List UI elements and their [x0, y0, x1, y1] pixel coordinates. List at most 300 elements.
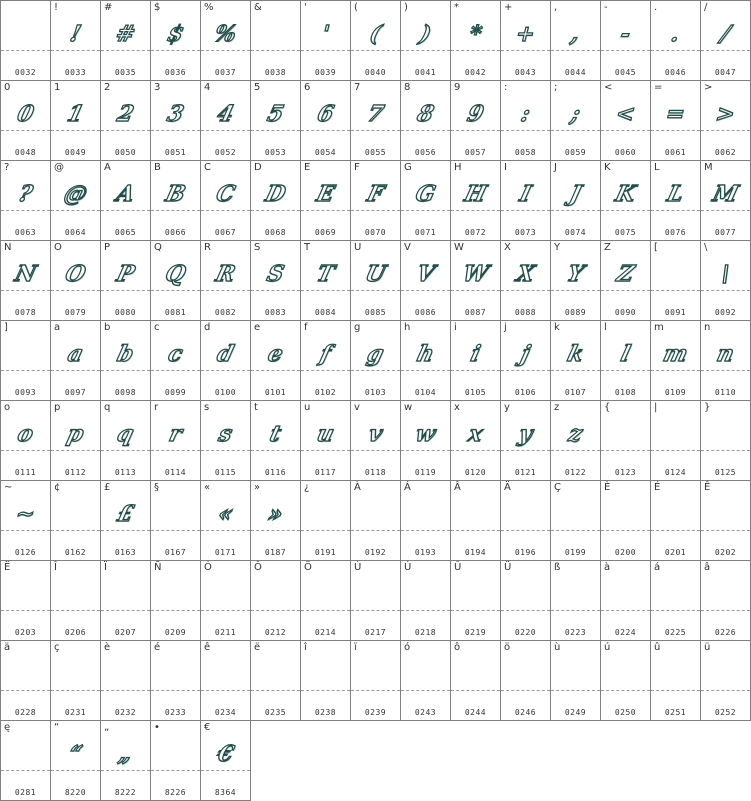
glyph-cell-code: 0072	[464, 228, 487, 237]
glyph-sample	[551, 577, 601, 611]
glyph-sample: l	[618, 341, 633, 367]
glyph-sample: U	[362, 261, 389, 287]
glyph-cell[interactable]	[351, 641, 401, 721]
glyph-cell-code: 0042	[464, 68, 487, 77]
glyph-cell[interactable]	[601, 641, 651, 721]
glyph-cell[interactable]	[101, 641, 151, 721]
glyph-cell-code: 0040	[364, 68, 387, 77]
glyph-sample: 3	[164, 101, 187, 127]
glyph-cell-character-label: á	[654, 562, 661, 573]
glyph-cell-character-label: ä	[4, 642, 11, 653]
glyph-cell-code: 0115	[214, 468, 237, 477]
glyph-sample: 5	[264, 101, 287, 127]
glyph-cell[interactable]	[451, 481, 501, 561]
glyph-cell-character-label: ë	[254, 642, 261, 653]
glyph-cell-code: 0089	[564, 308, 587, 317]
glyph-cell[interactable]	[351, 401, 401, 481]
glyph-cell[interactable]	[501, 401, 551, 481]
glyph-cell[interactable]	[501, 561, 551, 641]
glyph-cell-code: 0062	[714, 148, 737, 157]
glyph-cell-code: 0044	[564, 68, 587, 77]
glyph-cell[interactable]	[601, 81, 651, 161]
glyph-cell-code: 0223	[564, 628, 587, 637]
glyph-cell-character-label: s	[204, 402, 210, 413]
glyph-sample: (	[367, 21, 384, 47]
glyph-cell[interactable]	[201, 641, 251, 721]
glyph-cell-code: 0036	[164, 68, 187, 77]
glyph-sample: j	[518, 341, 533, 367]
glyph-sample: K	[612, 181, 639, 207]
glyph-cell-character-label: W	[454, 242, 464, 253]
glyph-cell[interactable]	[151, 0, 201, 81]
glyph-cell[interactable]	[151, 561, 201, 641]
glyph-cell[interactable]	[51, 721, 101, 801]
glyph-cell[interactable]	[401, 81, 451, 161]
glyph-cell-code: 0093	[14, 388, 37, 397]
glyph-cell[interactable]	[451, 561, 501, 641]
glyph-cell[interactable]	[151, 721, 201, 801]
glyph-cell-character-label: Q	[154, 242, 162, 253]
glyph-cell-character-label: F	[354, 162, 360, 173]
glyph-sample	[0, 577, 51, 611]
glyph-sample: :	[518, 101, 533, 127]
glyph-cell[interactable]	[451, 321, 501, 401]
glyph-cell[interactable]	[551, 161, 601, 241]
glyph-sample	[351, 497, 401, 531]
glyph-sample: <	[613, 101, 638, 127]
glyph-cell[interactable]	[151, 81, 201, 161]
glyph-cell[interactable]	[551, 401, 601, 481]
glyph-cell-character-label: q	[104, 402, 111, 413]
glyph-cell[interactable]	[151, 481, 201, 561]
glyph-sample: -	[617, 21, 634, 47]
glyph-cell-code: 0057	[464, 148, 487, 157]
glyph-cell-character-label: D	[254, 162, 262, 173]
glyph-cell[interactable]	[601, 321, 651, 401]
glyph-cell[interactable]	[201, 401, 251, 481]
glyph-sample: /	[718, 21, 733, 47]
glyph-cell[interactable]	[51, 321, 101, 401]
glyph-sample: ?	[15, 181, 36, 207]
glyph-cell[interactable]	[301, 0, 351, 81]
glyph-cell[interactable]	[0, 401, 51, 481]
glyph-cell[interactable]	[201, 81, 251, 161]
glyph-cell-character-label: £	[104, 482, 111, 493]
glyph-cell[interactable]	[451, 161, 501, 241]
glyph-sample: g	[364, 341, 387, 367]
glyph-sample: 4	[214, 101, 237, 127]
glyph-cell-code: 0113	[114, 468, 137, 477]
glyph-cell[interactable]	[651, 241, 701, 321]
glyph-cell-code: 0202	[714, 548, 737, 557]
glyph-cell[interactable]	[351, 81, 401, 161]
glyph-cell[interactable]	[501, 321, 551, 401]
glyph-cell[interactable]	[551, 561, 601, 641]
glyph-sample: 6	[314, 101, 337, 127]
glyph-cell[interactable]	[251, 321, 301, 401]
glyph-cell[interactable]	[0, 561, 51, 641]
glyph-cell[interactable]	[251, 481, 301, 561]
glyph-cell[interactable]	[201, 721, 251, 801]
glyph-cell[interactable]	[401, 161, 451, 241]
glyph-cell-character-label: i	[454, 322, 457, 333]
glyph-cell-character-label: b	[104, 322, 111, 333]
glyph-cell-character-label: Ú	[404, 562, 412, 573]
glyph-cell-code: 0085	[364, 308, 387, 317]
glyph-cell-character-label: ?	[4, 162, 10, 173]
glyph-cell[interactable]	[601, 481, 651, 561]
glyph-cell-code: 0121	[514, 468, 537, 477]
glyph-cell[interactable]	[501, 481, 551, 561]
glyph-cell[interactable]	[351, 241, 401, 321]
glyph-cell[interactable]	[301, 321, 351, 401]
glyph-sample: Z	[614, 261, 637, 287]
glyph-cell-code: 0114	[164, 468, 187, 477]
glyph-cell-character-label: h	[404, 322, 411, 333]
glyph-cell[interactable]	[301, 401, 351, 481]
glyph-cell[interactable]	[0, 721, 51, 801]
glyph-cell-code: 0045	[614, 68, 637, 77]
glyph-cell-code: 0052	[214, 148, 237, 157]
glyph-cell[interactable]	[501, 241, 551, 321]
glyph-cell-character-label: »	[254, 482, 261, 493]
glyph-cell-code: 0088	[514, 308, 537, 317]
glyph-cell-character-label: $	[154, 2, 161, 13]
glyph-cell-code: 0076	[664, 228, 687, 237]
glyph-cell[interactable]	[401, 0, 451, 81]
glyph-cell[interactable]	[701, 81, 751, 161]
glyph-cell[interactable]	[651, 561, 701, 641]
glyph-cell[interactable]	[651, 481, 701, 561]
glyph-cell[interactable]	[451, 81, 501, 161]
glyph-cell[interactable]	[151, 321, 201, 401]
glyph-cell[interactable]	[551, 241, 601, 321]
glyph-cell[interactable]	[601, 241, 651, 321]
glyph-cell-character-label: À	[354, 482, 361, 493]
glyph-cell-character-label: 4	[204, 82, 211, 93]
glyph-cell[interactable]	[651, 401, 701, 481]
glyph-sample: c	[165, 341, 186, 367]
glyph-cell-character-label: ï	[354, 642, 357, 653]
glyph-cell-code: 0046	[664, 68, 687, 77]
glyph-cell-code: 0050	[114, 148, 137, 157]
glyph-cell-code: 0120	[464, 468, 487, 477]
glyph-cell-code: 0071	[414, 228, 437, 237]
glyph-cell-character-label: p	[54, 402, 61, 413]
glyph-sample	[101, 657, 151, 691]
glyph-cell[interactable]	[551, 321, 601, 401]
glyph-cell[interactable]	[201, 0, 251, 81]
glyph-cell-code: 0038	[264, 68, 287, 77]
glyph-cell-code: 0122	[564, 468, 587, 477]
glyph-cell[interactable]	[601, 0, 651, 81]
glyph-cell-code: 0047	[714, 68, 737, 77]
glyph-cell-code: 0054	[314, 148, 337, 157]
glyph-cell-character-label: (	[354, 2, 358, 13]
glyph-cell-character-label: 5	[254, 82, 261, 93]
glyph-cell-character-label: Ù	[354, 562, 362, 573]
glyph-sample	[151, 497, 201, 531]
glyph-cell[interactable]	[401, 241, 451, 321]
glyph-cell[interactable]	[601, 561, 651, 641]
glyph-cell[interactable]	[701, 321, 751, 401]
glyph-cell[interactable]	[301, 161, 351, 241]
glyph-cell[interactable]	[651, 161, 701, 241]
glyph-cell-code: 0109	[664, 388, 687, 397]
glyph-cell[interactable]	[651, 0, 701, 81]
glyph-cell[interactable]	[401, 481, 451, 561]
glyph-cell-character-label: Y	[554, 242, 561, 253]
glyph-cell-character-label: ö	[504, 642, 511, 653]
glyph-sample: @	[61, 181, 90, 207]
glyph-cell-code: 0192	[364, 548, 387, 557]
glyph-cell[interactable]	[201, 161, 251, 241]
glyph-cell-code: 0212	[264, 628, 287, 637]
glyph-cell[interactable]	[101, 481, 151, 561]
glyph-cell-code: 0125	[714, 468, 737, 477]
glyph-cell[interactable]	[0, 241, 51, 321]
glyph-sample	[301, 577, 351, 611]
glyph-cell-code: 0111	[14, 468, 37, 477]
glyph-cell[interactable]	[301, 81, 351, 161]
glyph-cell[interactable]	[601, 401, 651, 481]
glyph-cell[interactable]	[651, 81, 701, 161]
glyph-cell-code: 0033	[64, 68, 87, 77]
glyph-cell-character-label: ó	[404, 642, 411, 653]
glyph-cell-character-label: a	[54, 322, 61, 333]
glyph-cell-character-label: É	[654, 482, 661, 493]
glyph-cell[interactable]	[351, 481, 401, 561]
glyph-sample: z	[566, 421, 585, 447]
glyph-cell-code: 0101	[264, 388, 287, 397]
glyph-sample: O	[62, 261, 89, 287]
glyph-cell[interactable]	[551, 481, 601, 561]
glyph-sample	[351, 577, 401, 611]
glyph-cell[interactable]	[501, 161, 551, 241]
glyph-cell[interactable]	[151, 161, 201, 241]
glyph-cell[interactable]	[651, 321, 701, 401]
glyph-cell-character-label: n	[704, 322, 711, 333]
glyph-cell-code: 0081	[164, 308, 187, 317]
glyph-sample	[601, 497, 651, 531]
glyph-sample: “	[65, 741, 86, 767]
glyph-cell[interactable]	[701, 481, 751, 561]
glyph-sample: €	[214, 741, 237, 767]
glyph-cell-character-label: H	[454, 162, 462, 173]
glyph-sample	[401, 657, 451, 691]
glyph-sample	[301, 497, 351, 531]
glyph-cell[interactable]	[451, 241, 501, 321]
glyph-cell[interactable]	[51, 401, 101, 481]
glyph-cell[interactable]	[401, 561, 451, 641]
glyph-cell[interactable]	[351, 0, 401, 81]
glyph-cell-code: 0225	[664, 628, 687, 637]
glyph-cell-character-label: T	[304, 242, 311, 253]
glyph-cell[interactable]	[0, 0, 51, 81]
glyph-sample: w	[412, 421, 439, 447]
glyph-cell[interactable]	[51, 561, 101, 641]
glyph-sample	[451, 577, 501, 611]
glyph-cell[interactable]	[401, 321, 451, 401]
glyph-cell[interactable]	[101, 0, 151, 81]
glyph-cell[interactable]	[201, 321, 251, 401]
glyph-cell-character-label: k	[554, 322, 560, 333]
glyph-cell-character-label: o	[4, 402, 11, 413]
glyph-cell[interactable]	[401, 401, 451, 481]
glyph-cell-character-label: ú	[604, 642, 611, 653]
glyph-cell-code: 0234	[214, 708, 237, 717]
glyph-sample: „	[115, 741, 136, 767]
glyph-cell-code: 0218	[414, 628, 437, 637]
glyph-cell[interactable]	[101, 401, 151, 481]
glyph-sample: i	[468, 341, 483, 367]
glyph-cell-code: 0049	[64, 148, 87, 157]
glyph-cell[interactable]	[701, 641, 751, 721]
glyph-cell[interactable]	[151, 641, 201, 721]
glyph-cell-character-label: Ó	[204, 562, 212, 573]
glyph-cell-character-label: J	[554, 162, 557, 173]
glyph-cell-code: 0231	[64, 708, 87, 717]
glyph-cell-character-label: [	[654, 242, 658, 253]
glyph-cell[interactable]	[351, 321, 401, 401]
glyph-cell[interactable]	[651, 641, 701, 721]
glyph-cell[interactable]	[351, 161, 401, 241]
glyph-cell-character-label: C	[204, 162, 211, 173]
glyph-cell-character-label: «	[204, 482, 211, 493]
glyph-cell-character-label: v	[354, 402, 360, 413]
glyph-cell-code: 0238	[314, 708, 337, 717]
glyph-cell[interactable]	[701, 241, 751, 321]
glyph-sample	[151, 657, 201, 691]
glyph-cell[interactable]	[251, 561, 301, 641]
glyph-cell[interactable]	[0, 481, 51, 561]
glyph-sample: u	[314, 421, 337, 447]
glyph-cell-code: 0032	[14, 68, 37, 77]
glyph-cell[interactable]	[51, 481, 101, 561]
glyph-cell-character-label: Ë	[4, 562, 11, 573]
glyph-cell-character-label: E	[304, 162, 311, 173]
glyph-cell-code: 0116	[264, 468, 287, 477]
glyph-sample: «	[215, 501, 236, 527]
glyph-cell[interactable]	[601, 161, 651, 241]
glyph-sample	[251, 17, 301, 51]
glyph-cell[interactable]	[201, 241, 251, 321]
glyph-sample: n	[714, 341, 737, 367]
glyph-cell-code: 0097	[64, 388, 87, 397]
glyph-cell[interactable]	[251, 161, 301, 241]
glyph-cell[interactable]	[0, 641, 51, 721]
glyph-cell[interactable]	[301, 481, 351, 561]
glyph-sample: X	[513, 261, 538, 287]
glyph-cell[interactable]	[101, 161, 151, 241]
glyph-cell[interactable]	[101, 321, 151, 401]
glyph-cell-code: 0059	[564, 148, 587, 157]
glyph-cell-character-label: ù	[554, 642, 561, 653]
glyph-cell[interactable]	[451, 401, 501, 481]
glyph-cell[interactable]	[701, 161, 751, 241]
glyph-cell-code: 0099	[164, 388, 187, 397]
glyph-cell-character-label: -	[604, 2, 608, 13]
glyph-cell[interactable]	[401, 641, 451, 721]
glyph-cell[interactable]	[251, 401, 301, 481]
glyph-cell[interactable]	[251, 641, 301, 721]
glyph-sample	[201, 577, 251, 611]
glyph-cell[interactable]	[551, 81, 601, 161]
glyph-cell[interactable]	[351, 561, 401, 641]
glyph-cell-character-label: 9	[454, 82, 461, 93]
glyph-cell[interactable]	[501, 0, 551, 81]
glyph-cell[interactable]	[251, 0, 301, 81]
glyph-cell[interactable]	[51, 0, 101, 81]
glyph-cell-code: 0226	[714, 628, 737, 637]
glyph-sample	[0, 17, 51, 51]
glyph-sample: Y	[564, 261, 587, 287]
glyph-cell[interactable]	[0, 81, 51, 161]
glyph-cell[interactable]	[701, 0, 751, 81]
glyph-cell-code: 0167	[164, 548, 187, 557]
glyph-cell-code: 0243	[414, 708, 437, 717]
glyph-cell[interactable]	[701, 561, 751, 641]
glyph-cell[interactable]	[701, 401, 751, 481]
glyph-cell[interactable]	[251, 241, 301, 321]
glyph-cell[interactable]	[151, 401, 201, 481]
glyph-cell-character-label: 3	[154, 82, 161, 93]
glyph-cell-character-label: ;	[554, 82, 558, 93]
glyph-cell[interactable]	[0, 321, 51, 401]
glyph-cell-code: 0066	[164, 228, 187, 237]
glyph-cell-character-label: ê	[204, 642, 211, 653]
glyph-cell[interactable]	[451, 0, 501, 81]
glyph-cell[interactable]	[301, 561, 351, 641]
glyph-cell-code: 0233	[164, 708, 187, 717]
glyph-cell[interactable]	[501, 81, 551, 161]
glyph-cell[interactable]	[551, 0, 601, 81]
glyph-cell[interactable]	[101, 81, 151, 161]
glyph-cell-code: 0117	[314, 468, 337, 477]
glyph-cell-code: 0103	[364, 388, 387, 397]
glyph-sample: 0	[14, 101, 37, 127]
glyph-cell-code: 0073	[514, 228, 537, 237]
glyph-sample: V	[413, 261, 438, 287]
glyph-cell[interactable]	[251, 81, 301, 161]
glyph-cell[interactable]	[301, 241, 351, 321]
glyph-sample	[701, 497, 751, 531]
glyph-sample	[551, 497, 601, 531]
glyph-cell[interactable]	[501, 641, 551, 721]
glyph-cell[interactable]	[101, 721, 151, 801]
glyph-cell[interactable]	[301, 641, 351, 721]
glyph-cell[interactable]	[101, 561, 151, 641]
glyph-cell-character-label: Á	[404, 482, 411, 493]
glyph-cell[interactable]	[51, 241, 101, 321]
glyph-cell[interactable]	[201, 561, 251, 641]
glyph-cell[interactable]	[51, 81, 101, 161]
glyph-cell[interactable]	[551, 641, 601, 721]
glyph-cell[interactable]	[451, 641, 501, 721]
glyph-cell[interactable]	[0, 161, 51, 241]
glyph-sample	[651, 577, 701, 611]
glyph-cell[interactable]	[51, 161, 101, 241]
glyph-sample: m	[660, 341, 691, 367]
glyph-cell-character-label: Ê	[704, 482, 711, 493]
glyph-cell[interactable]	[51, 641, 101, 721]
glyph-cell[interactable]	[201, 481, 251, 561]
glyph-cell-code: 0079	[64, 308, 87, 317]
glyph-cell-code: 0078	[14, 308, 37, 317]
glyph-cell[interactable]	[151, 241, 201, 321]
glyph-cell-code: 0251	[664, 708, 687, 717]
glyph-cell[interactable]	[101, 241, 151, 321]
